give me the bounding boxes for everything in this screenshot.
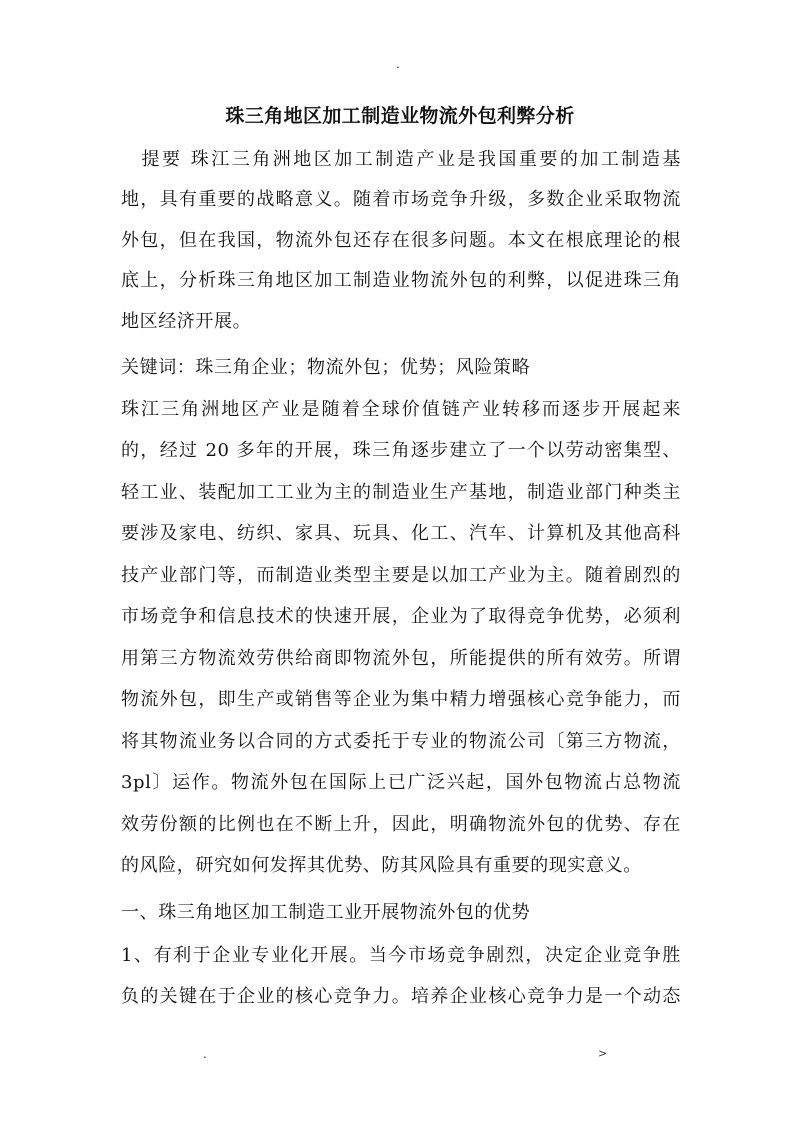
body-line: 的，经过 20 多年的开展，珠三角逐步建立了一个以劳动密集型、	[121, 440, 681, 461]
body-line: 的风险，研究如何发挥其优势、防其风险具有重要的现实意义。	[121, 855, 642, 876]
body-line: 3pl〕运作。物流外包在国际上已广泛兴起，国外包物流占总物流	[121, 772, 681, 793]
body-line: 要涉及家电、纺织、家具、玩具、化工、汽车、计算机及其他高科	[121, 523, 681, 544]
section-heading: 一、珠三角地区加工制造工业开展物流外包的优势	[121, 902, 531, 923]
body-line: 用第三方物流效劳供给商即物流外包，所能提供的所有效劳。所谓	[121, 648, 681, 669]
body-line: 提要 珠江三角洲地区加工制造产业是我国重要的加工制造基	[121, 149, 681, 170]
page-header-mark: .	[396, 57, 400, 71]
body-line: 轻工业、装配加工工业为主的制造业生产基地，制造业部门种类主	[121, 482, 681, 503]
body-line: 效劳份额的比例也在不断上升，因此，明确物流外包的优势、存在	[121, 814, 681, 835]
body-line: 珠江三角洲地区产业是随着全球价值链产业转移而逐步开展起来	[121, 399, 681, 420]
body-line: 将其物流业务以合同的方式委托于专业的物流公司〔第三方物流，	[121, 731, 681, 752]
body-line: 物流外包，即生产或销售等企业为集中精力增强核心竞争能力，而	[121, 689, 681, 710]
keywords-line: 关键词：珠三角企业；物流外包；优势；风险策略	[121, 357, 531, 378]
body-line: 外包，但在我国，物流外包还存在很多问题。本文在根底理论的根	[121, 230, 681, 251]
body-line: 地区经济开展。	[121, 311, 252, 332]
page-footer-mark-left: .	[203, 1047, 207, 1061]
body-line: 1、有利于企业专业化开展。当今市场竞争剧烈，决定企业竞争胜	[121, 945, 681, 966]
body-line: 负的关键在于企业的核心竞争力。培养企业核心竞争力是一个动态	[121, 986, 681, 1007]
body-line: 市场竞争和信息技术的快速开展，企业为了取得竞争优势，必须利	[121, 606, 681, 627]
document-title: 珠三角地区加工制造业物流外包利弊分析	[225, 105, 575, 127]
body-line: 底上，分析珠三角地区加工制造业物流外包的利弊，以促进珠三角	[121, 270, 681, 291]
body-line: 地，具有重要的战略意义。随着市场竞争升级，多数企业采取物流	[121, 189, 681, 210]
body-line: 技产业部门等，而制造业类型主要是以加工产业为主。随着剧烈的	[121, 565, 681, 586]
page-footer-mark-right: >	[598, 1047, 608, 1060]
